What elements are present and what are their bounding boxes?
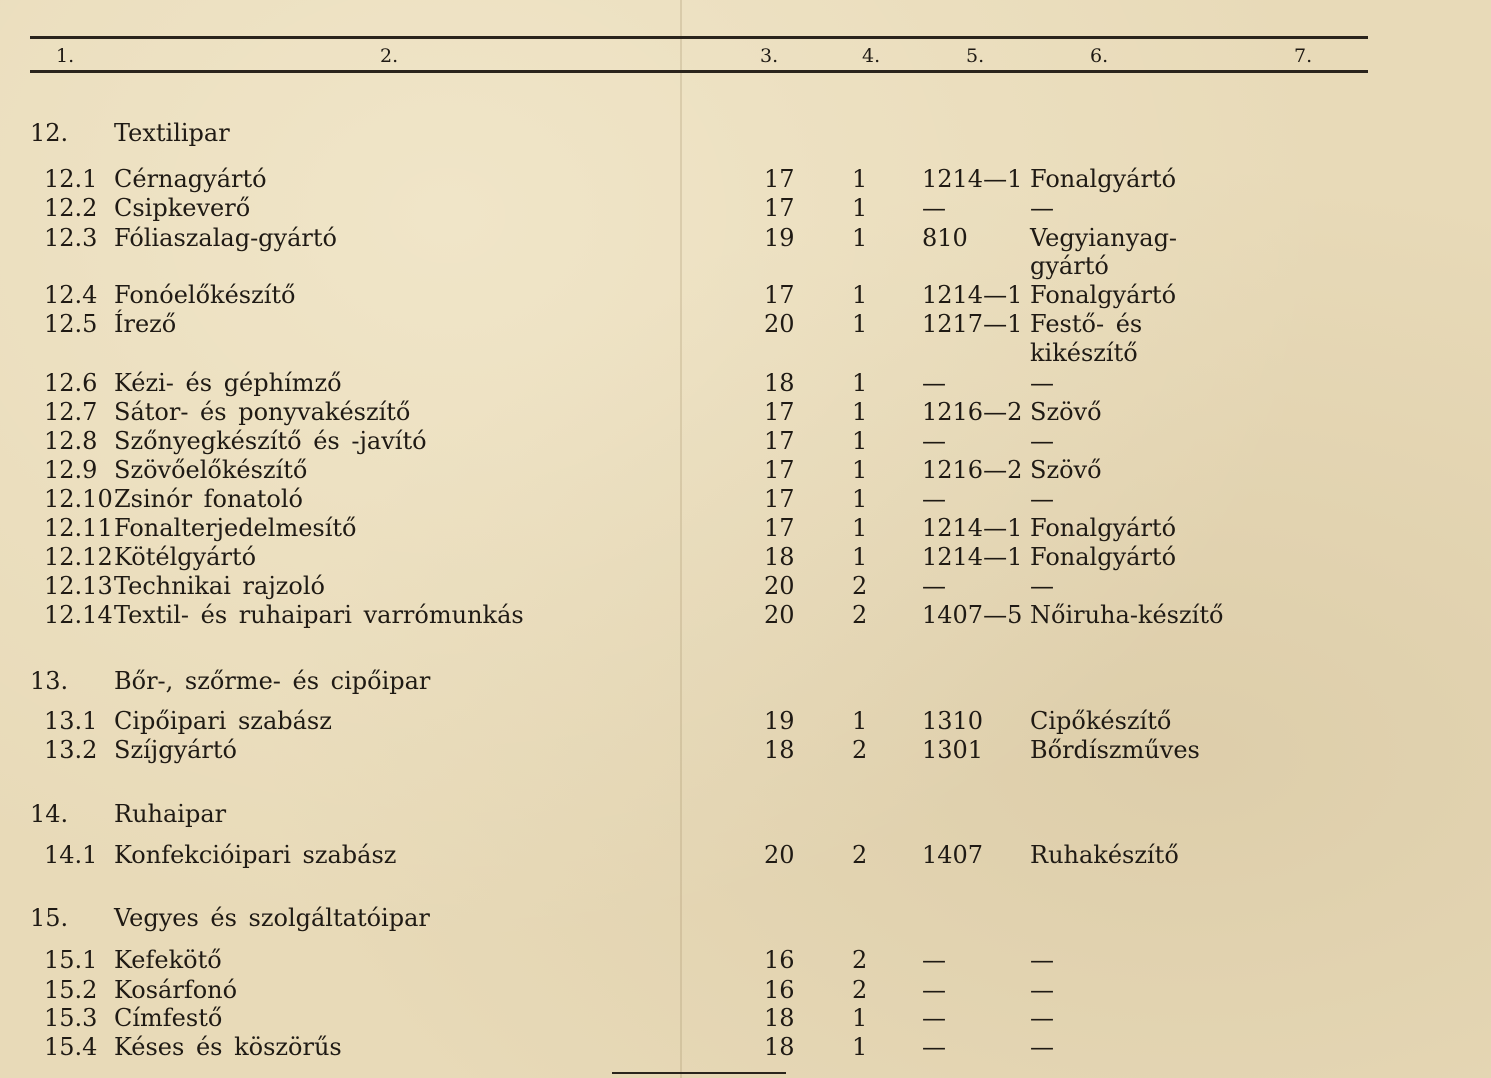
row-col6: —	[1030, 572, 1054, 600]
row-col3: 17	[764, 427, 795, 455]
row-col5: 1310	[922, 707, 984, 735]
row-number: 12.8	[44, 427, 98, 455]
row-col3: 17	[764, 456, 795, 484]
row-col5: —	[922, 572, 946, 600]
section-heading	[0, 118, 1491, 148]
row-col5: 1217—1	[922, 310, 1023, 338]
row-col5: 1407—5	[922, 601, 1023, 629]
row-col3: 16	[764, 946, 795, 974]
row-col6: —	[1030, 194, 1054, 222]
row-col4: 1	[852, 194, 868, 222]
row-number: 15.3	[44, 1004, 98, 1032]
table-row	[0, 280, 1491, 310]
row-name: Fóliaszalag-gyártó	[114, 224, 337, 252]
row-name: Zsinór fonatoló	[114, 485, 303, 513]
row-col4: 1	[852, 224, 868, 252]
row-name: Szőnyegkészítő és -javító	[114, 427, 427, 455]
row-number: 14.1	[44, 841, 98, 869]
section-heading	[0, 666, 1491, 696]
row-col3: 20	[764, 310, 795, 338]
row-col5: 810	[922, 224, 968, 252]
row-number: 12.10	[44, 485, 113, 513]
row-col3: 19	[764, 707, 795, 735]
row-name: Cipőipari szabász	[114, 707, 332, 735]
row-number: 13.1	[44, 707, 98, 735]
row-name: Késes és köszörűs	[114, 1033, 342, 1061]
row-col5: —	[922, 485, 946, 513]
table-row	[0, 840, 1491, 870]
row-col3: 18	[764, 1033, 795, 1061]
row-name: Fonalterjedelmesítő	[114, 514, 357, 542]
table-row	[0, 164, 1491, 194]
row-col3: 17	[764, 281, 795, 309]
section-heading	[0, 903, 1491, 933]
table-row	[0, 455, 1491, 485]
row-col6: —	[1030, 1004, 1054, 1032]
row-col6: Vegyianyag-	[1030, 224, 1178, 252]
row-number: 13.2	[44, 736, 98, 764]
section-number: 14.	[30, 800, 69, 828]
row-col6-continued: kikészítő	[1030, 339, 1138, 367]
row-col5: —	[922, 976, 946, 1004]
row-col6-continued: gyártó	[1030, 252, 1109, 280]
row-col5: 1214—1	[922, 543, 1023, 571]
row-col3: 16	[764, 976, 795, 1004]
table-row	[0, 571, 1491, 601]
row-col3: 18	[764, 1004, 795, 1032]
row-col5: 1216—2	[922, 398, 1023, 426]
section-title: Vegyes és szolgáltatóipar	[114, 904, 430, 932]
section-heading	[0, 799, 1491, 829]
row-col5: 1214—1	[922, 281, 1023, 309]
row-col4: 2	[852, 736, 868, 764]
column-header-6: 6.	[1090, 45, 1109, 67]
row-name: Kefekötő	[114, 946, 222, 974]
row-col6: Fonalgyártó	[1030, 165, 1177, 193]
column-header-4: 4.	[862, 45, 881, 67]
table-row	[0, 484, 1491, 514]
row-col6: Cipőkészítő	[1030, 707, 1172, 735]
row-col3: 17	[764, 194, 795, 222]
row-name: Kötélgyártó	[114, 543, 257, 571]
row-number: 12.11	[44, 514, 113, 542]
row-number: 12.6	[44, 369, 98, 397]
row-col6: Fonalgyártó	[1030, 514, 1177, 542]
row-number: 12.4	[44, 281, 98, 309]
row-col4: 1	[852, 514, 868, 542]
row-col6: —	[1030, 369, 1054, 397]
row-col6: —	[1030, 427, 1054, 455]
column-header-1: 1.	[56, 45, 75, 67]
row-col4: 1	[852, 427, 868, 455]
row-col4: 1	[852, 165, 868, 193]
table-row	[0, 397, 1491, 427]
row-name: Csipkeverő	[114, 194, 251, 222]
row-col3: 17	[764, 398, 795, 426]
row-col5: —	[922, 1033, 946, 1061]
row-number: 12.13	[44, 572, 113, 600]
row-col6: —	[1030, 976, 1054, 1004]
row-col6: Ruhakészítő	[1030, 841, 1179, 869]
row-col5: —	[922, 427, 946, 455]
row-name: Fonóelőkészítő	[114, 281, 296, 309]
row-col4: 2	[852, 601, 868, 629]
table-top-rule	[30, 36, 1368, 39]
table-bottom-rule	[612, 1072, 786, 1074]
row-col4: 1	[852, 543, 868, 571]
row-name: Címfestő	[114, 1004, 223, 1032]
section-title: Textilipar	[114, 119, 230, 147]
row-col6: Szövő	[1030, 456, 1102, 484]
table-row	[0, 542, 1491, 572]
row-col6: Fonalgyártó	[1030, 281, 1177, 309]
table-row	[0, 735, 1491, 765]
row-number: 12.1	[44, 165, 98, 193]
row-name: Technikai rajzoló	[114, 572, 325, 600]
row-number: 12.3	[44, 224, 98, 252]
row-col4: 2	[852, 572, 868, 600]
row-col6: Bőrdíszműves	[1030, 736, 1200, 764]
row-name: Szövőelőkészítő	[114, 456, 308, 484]
row-col3: 20	[764, 572, 795, 600]
row-col6: Szövő	[1030, 398, 1102, 426]
row-col4: 1	[852, 369, 868, 397]
row-col3: 17	[764, 514, 795, 542]
section-title: Ruhaipar	[114, 800, 227, 828]
row-col4: 2	[852, 976, 868, 1004]
table-row	[0, 1032, 1491, 1062]
row-col3: 17	[764, 165, 795, 193]
row-col6: —	[1030, 946, 1054, 974]
row-number: 15.2	[44, 976, 98, 1004]
table-row	[0, 706, 1491, 736]
row-number: 12.2	[44, 194, 98, 222]
row-col6: —	[1030, 1033, 1054, 1061]
column-header-5: 5.	[966, 45, 985, 67]
row-col5: —	[922, 1004, 946, 1032]
row-col4: 2	[852, 946, 868, 974]
column-header-2: 2.	[380, 45, 399, 67]
row-number: 12.9	[44, 456, 98, 484]
row-name: Kézi- és géphímző	[114, 369, 342, 397]
row-number: 12.12	[44, 543, 113, 571]
row-col6: —	[1030, 485, 1054, 513]
table-header-rule	[30, 70, 1368, 73]
table-row	[0, 945, 1491, 975]
section-title: Bőr-, szőrme- és cipőipar	[114, 667, 431, 695]
row-col4: 1	[852, 310, 868, 338]
row-col6: Festő- és	[1030, 310, 1143, 338]
table-row	[0, 1003, 1491, 1033]
row-name: Cérnagyártó	[114, 165, 267, 193]
row-number: 15.1	[44, 946, 98, 974]
row-col5: 1407	[922, 841, 984, 869]
row-col4: 1	[852, 281, 868, 309]
row-col6: Nőiruha-készítő	[1030, 601, 1224, 629]
table-row	[0, 368, 1491, 398]
row-name: Textil- és ruhaipari varrómunkás	[114, 601, 524, 629]
section-number: 12.	[30, 119, 69, 147]
table-row	[0, 600, 1491, 630]
row-col5: 1301	[922, 736, 984, 764]
row-number: 12.5	[44, 310, 98, 338]
table-row	[0, 309, 1491, 367]
column-header-3: 3.	[760, 45, 779, 67]
row-col5: —	[922, 946, 946, 974]
row-col3: 17	[764, 485, 795, 513]
row-col5: —	[922, 369, 946, 397]
row-col3: 20	[764, 601, 795, 629]
row-name: Kosárfonó	[114, 976, 238, 1004]
row-col5: 1216—2	[922, 456, 1023, 484]
row-number: 12.7	[44, 398, 98, 426]
table-row	[0, 223, 1491, 280]
table-row	[0, 426, 1491, 456]
row-col4: 1	[852, 1004, 868, 1032]
row-col3: 18	[764, 369, 795, 397]
row-col4: 1	[852, 456, 868, 484]
row-col5: 1214—1	[922, 165, 1023, 193]
section-number: 15.	[30, 904, 69, 932]
table-row	[0, 513, 1491, 543]
row-col4: 1	[852, 398, 868, 426]
row-col4: 1	[852, 1033, 868, 1061]
row-name: Konfekcióipari szabász	[114, 841, 397, 869]
row-col3: 18	[764, 736, 795, 764]
column-header-7: 7.	[1294, 45, 1313, 67]
row-col3: 19	[764, 224, 795, 252]
row-col4: 2	[852, 841, 868, 869]
row-col4: 1	[852, 485, 868, 513]
row-col3: 20	[764, 841, 795, 869]
section-number: 13.	[30, 667, 69, 695]
row-number: 12.14	[44, 601, 113, 629]
table-row	[0, 975, 1491, 1005]
table-row	[0, 193, 1491, 223]
row-name: Szíjgyártó	[114, 736, 237, 764]
row-col3: 18	[764, 543, 795, 571]
row-name: Sátor- és ponyvakészítő	[114, 398, 411, 426]
row-col6: Fonalgyártó	[1030, 543, 1177, 571]
row-col5: —	[922, 194, 946, 222]
row-col4: 1	[852, 707, 868, 735]
row-number: 15.4	[44, 1033, 98, 1061]
row-name: Írező	[114, 310, 177, 338]
row-col5: 1214—1	[922, 514, 1023, 542]
